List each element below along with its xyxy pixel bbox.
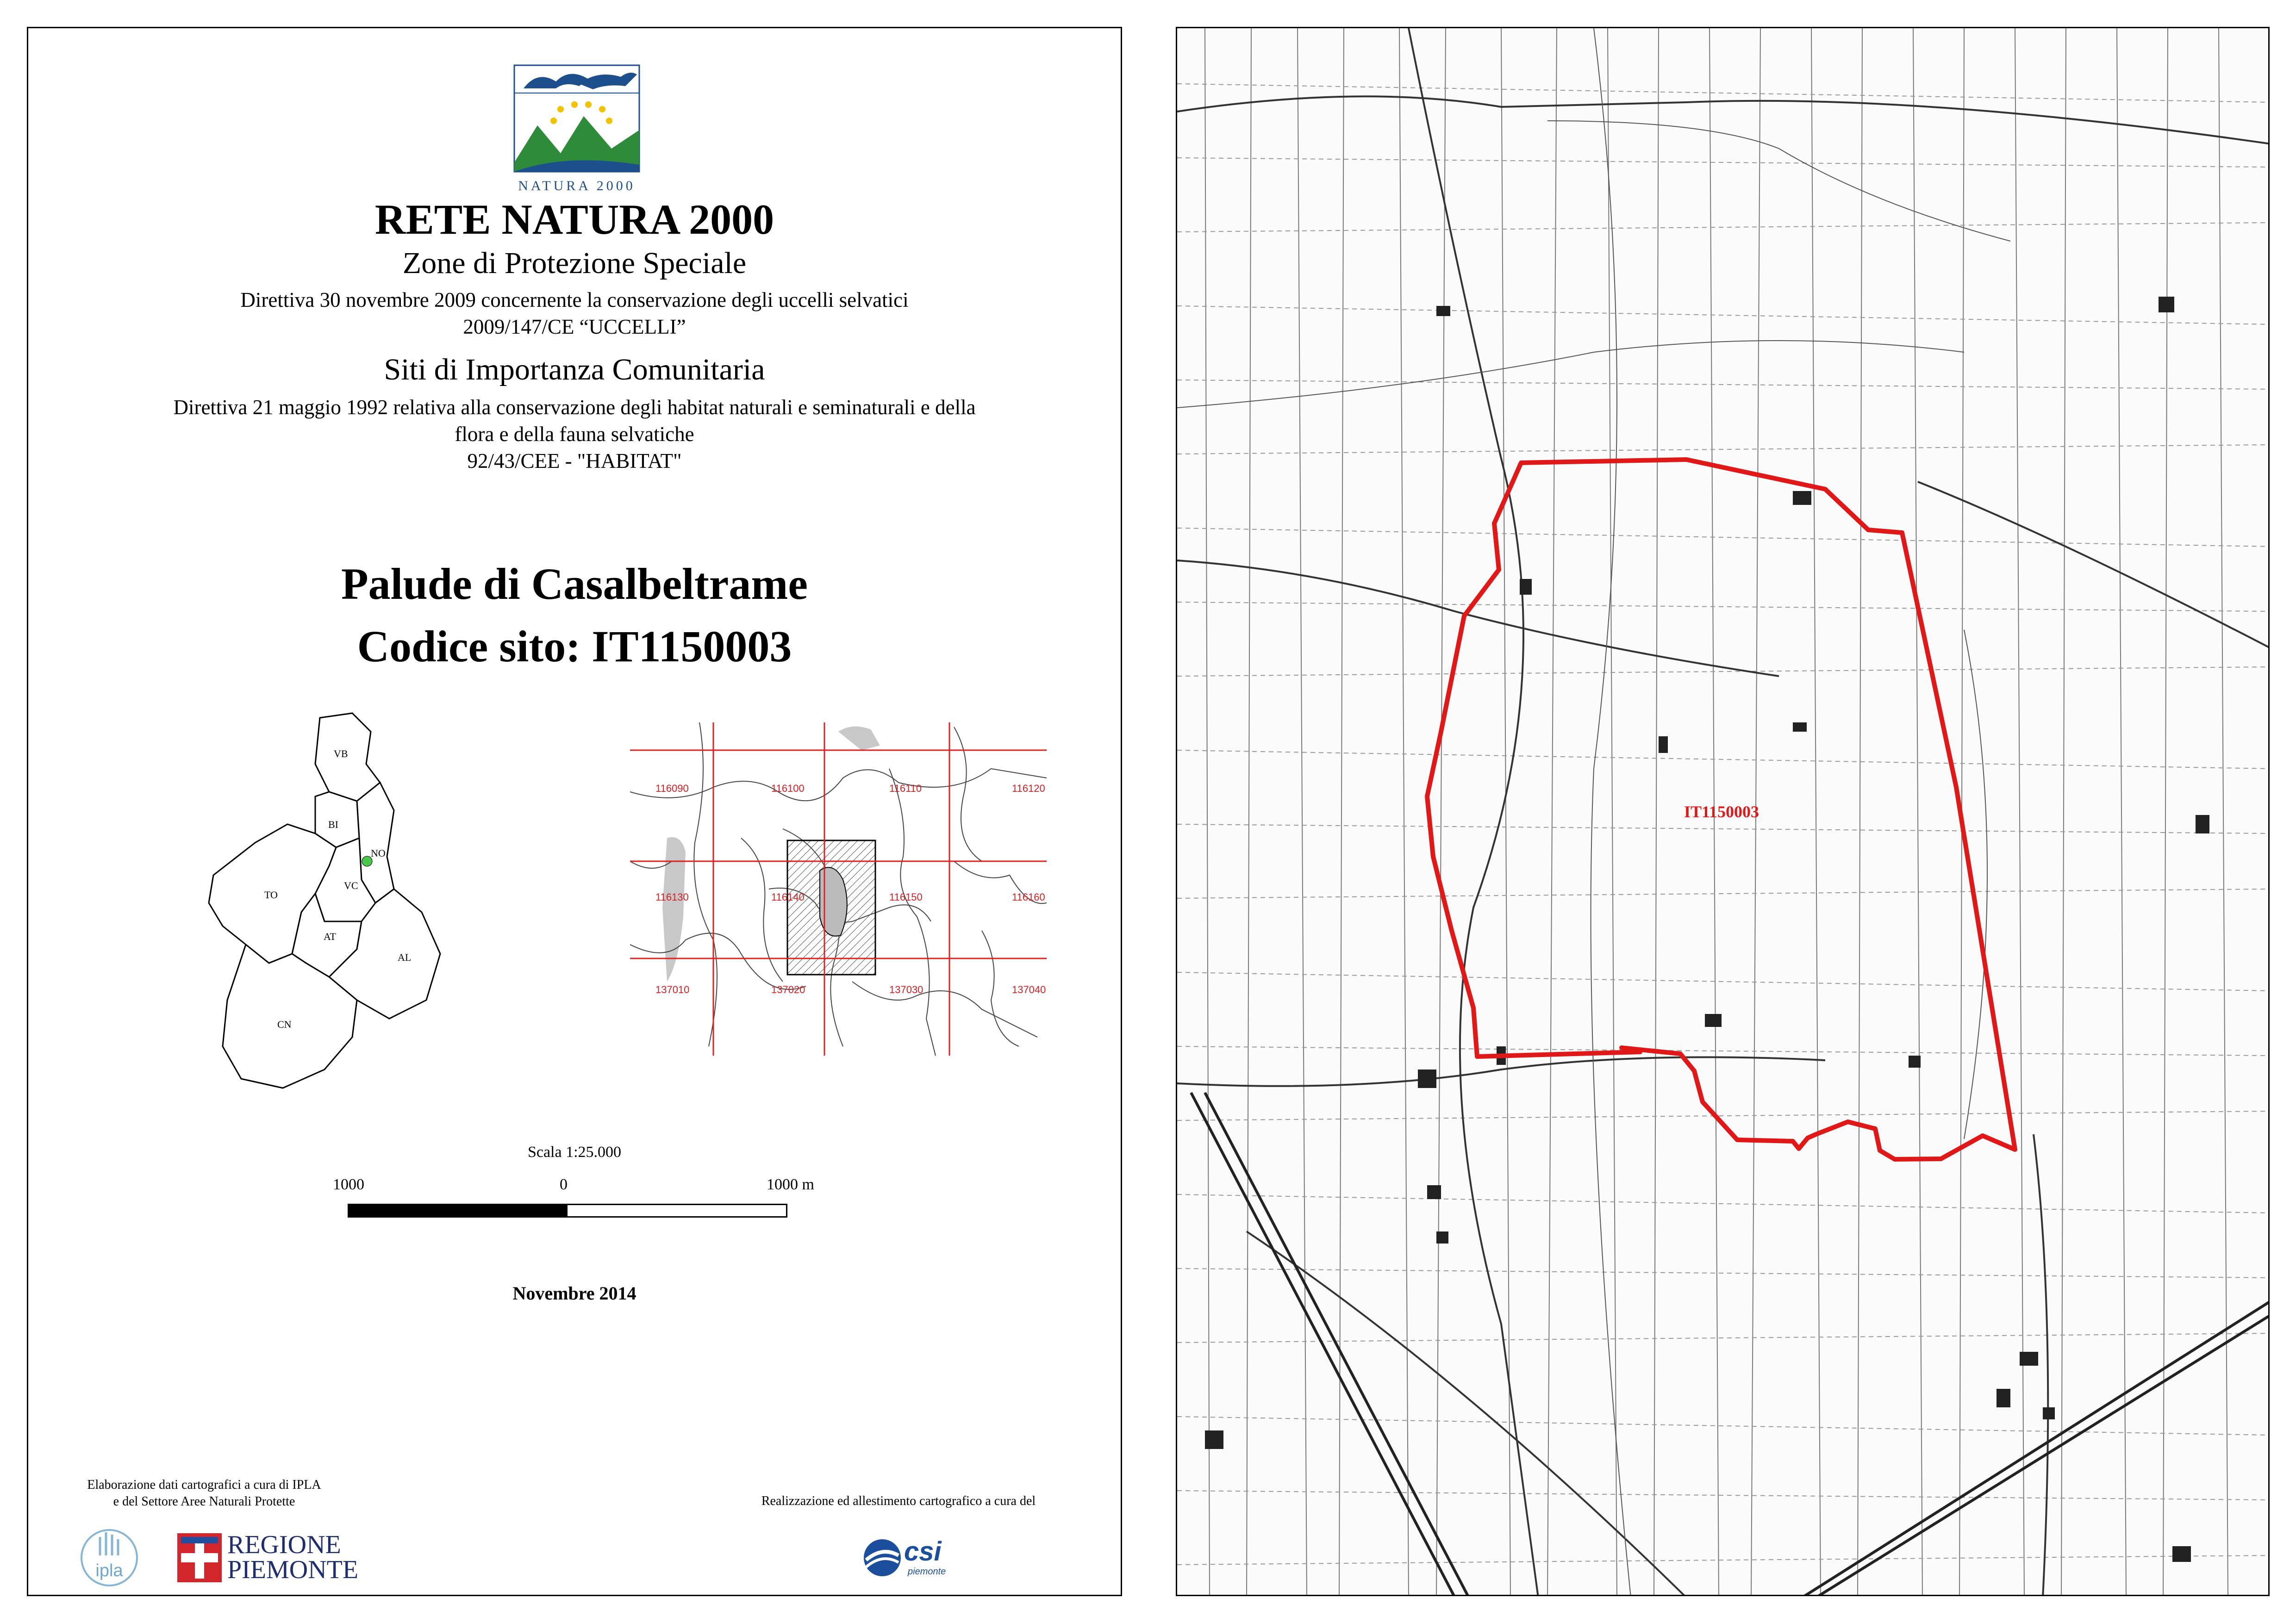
scale-zero-label: 0 bbox=[560, 1176, 568, 1193]
credits-left bbox=[65, 1477, 343, 1510]
regione-line1: REGIONE bbox=[227, 1530, 341, 1559]
label-al: AL bbox=[398, 951, 412, 963]
site-boundary-label: IT1150003 bbox=[1684, 802, 1759, 821]
sic-line2: flora e della fauna selvatiche bbox=[455, 423, 694, 446]
regione-shield-icon bbox=[176, 1532, 223, 1583]
topographic-map bbox=[1177, 28, 2270, 1596]
zps-title: Zone di Protezione Speciale bbox=[402, 246, 747, 280]
tile-137040: 137040 bbox=[1012, 984, 1046, 995]
scale-left-label: 1000 bbox=[333, 1176, 364, 1193]
zps-line1: Direttiva 30 novembre 2009 concernente la conservazione degli uccelli selvatici bbox=[240, 288, 909, 311]
credits-right: Realizzazione ed allestimento cartografico a cura del bbox=[761, 1494, 1036, 1508]
tile-137030: 137030 bbox=[889, 984, 923, 995]
sic-line3: 92/43/CEE - "HABITAT" bbox=[467, 449, 682, 473]
label-bi: BI bbox=[328, 819, 338, 830]
tile-116100: 116100 bbox=[771, 783, 805, 794]
csi-piemonte-logo bbox=[861, 1532, 963, 1583]
topographic-map-panel bbox=[1176, 27, 2270, 1596]
regione-piemonte-logo bbox=[176, 1532, 371, 1583]
regione-line2: PIEMONTE bbox=[227, 1555, 359, 1584]
tile-116140: 116140 bbox=[771, 891, 805, 903]
sic-line1: Direttiva 21 maggio 1992 relativa alla conservazione degli habitat naturali e seminaturali e della bbox=[173, 396, 976, 419]
tile-137010: 137010 bbox=[655, 984, 690, 995]
tile-116110: 116110 bbox=[889, 783, 922, 794]
credits-left-line1: Elaborazione dati cartografici a cura di IPLA bbox=[87, 1478, 321, 1492]
railways bbox=[1191, 1093, 2270, 1596]
scale-bar bbox=[348, 1204, 787, 1218]
zps-line2: 2009/147/CE “UCCELLI” bbox=[463, 315, 686, 338]
label-at: AT bbox=[324, 931, 336, 942]
grid-locator-map bbox=[630, 722, 1047, 1056]
csi-text: csi bbox=[904, 1536, 942, 1567]
tile-116160: 116160 bbox=[1012, 891, 1045, 903]
label-to: TO bbox=[264, 889, 278, 901]
region-locator-map bbox=[176, 704, 519, 1120]
publication-date: Novembre 2014 bbox=[512, 1283, 636, 1304]
natura2000-logo bbox=[510, 61, 644, 195]
sic-title: Siti di Importanza Comunitaria bbox=[384, 353, 765, 386]
header-title: RETE NATURA 2000 bbox=[374, 196, 774, 243]
label-no: NO bbox=[371, 847, 386, 859]
tile-116150: 116150 bbox=[889, 891, 923, 903]
tile-116090: 116090 bbox=[655, 783, 689, 794]
ipla-logo bbox=[79, 1528, 139, 1588]
tile-116130: 116130 bbox=[655, 891, 689, 903]
label-vb: VB bbox=[334, 748, 348, 759]
credits-left-line2: e del Settore Aree Naturali Protette bbox=[113, 1494, 295, 1509]
scale-bar-black bbox=[349, 1205, 568, 1216]
scale-right-label: 1000 m bbox=[767, 1176, 814, 1193]
legend-panel bbox=[27, 27, 1122, 1596]
csi-subtext: piemonte bbox=[908, 1567, 946, 1577]
label-vc: VC bbox=[344, 880, 358, 891]
scale-bar-white bbox=[568, 1205, 786, 1216]
natura2000-logo-text: NATURA 2000 bbox=[518, 178, 636, 193]
scale-title: Scala 1:25.000 bbox=[527, 1144, 622, 1161]
tile-116120: 116120 bbox=[1012, 783, 1045, 794]
csi-swoosh-icon bbox=[861, 1537, 903, 1579]
site-code: Codice sito: IT1150003 bbox=[357, 622, 792, 671]
label-cn: CN bbox=[277, 1019, 292, 1030]
buildings bbox=[1205, 297, 2209, 1562]
tile-137020: 137020 bbox=[771, 984, 805, 995]
ipla-logo-text: ipla bbox=[95, 1561, 123, 1580]
natura2000-logo-graphic bbox=[510, 61, 644, 195]
site-name: Palude di Casalbeltrame bbox=[341, 559, 808, 609]
